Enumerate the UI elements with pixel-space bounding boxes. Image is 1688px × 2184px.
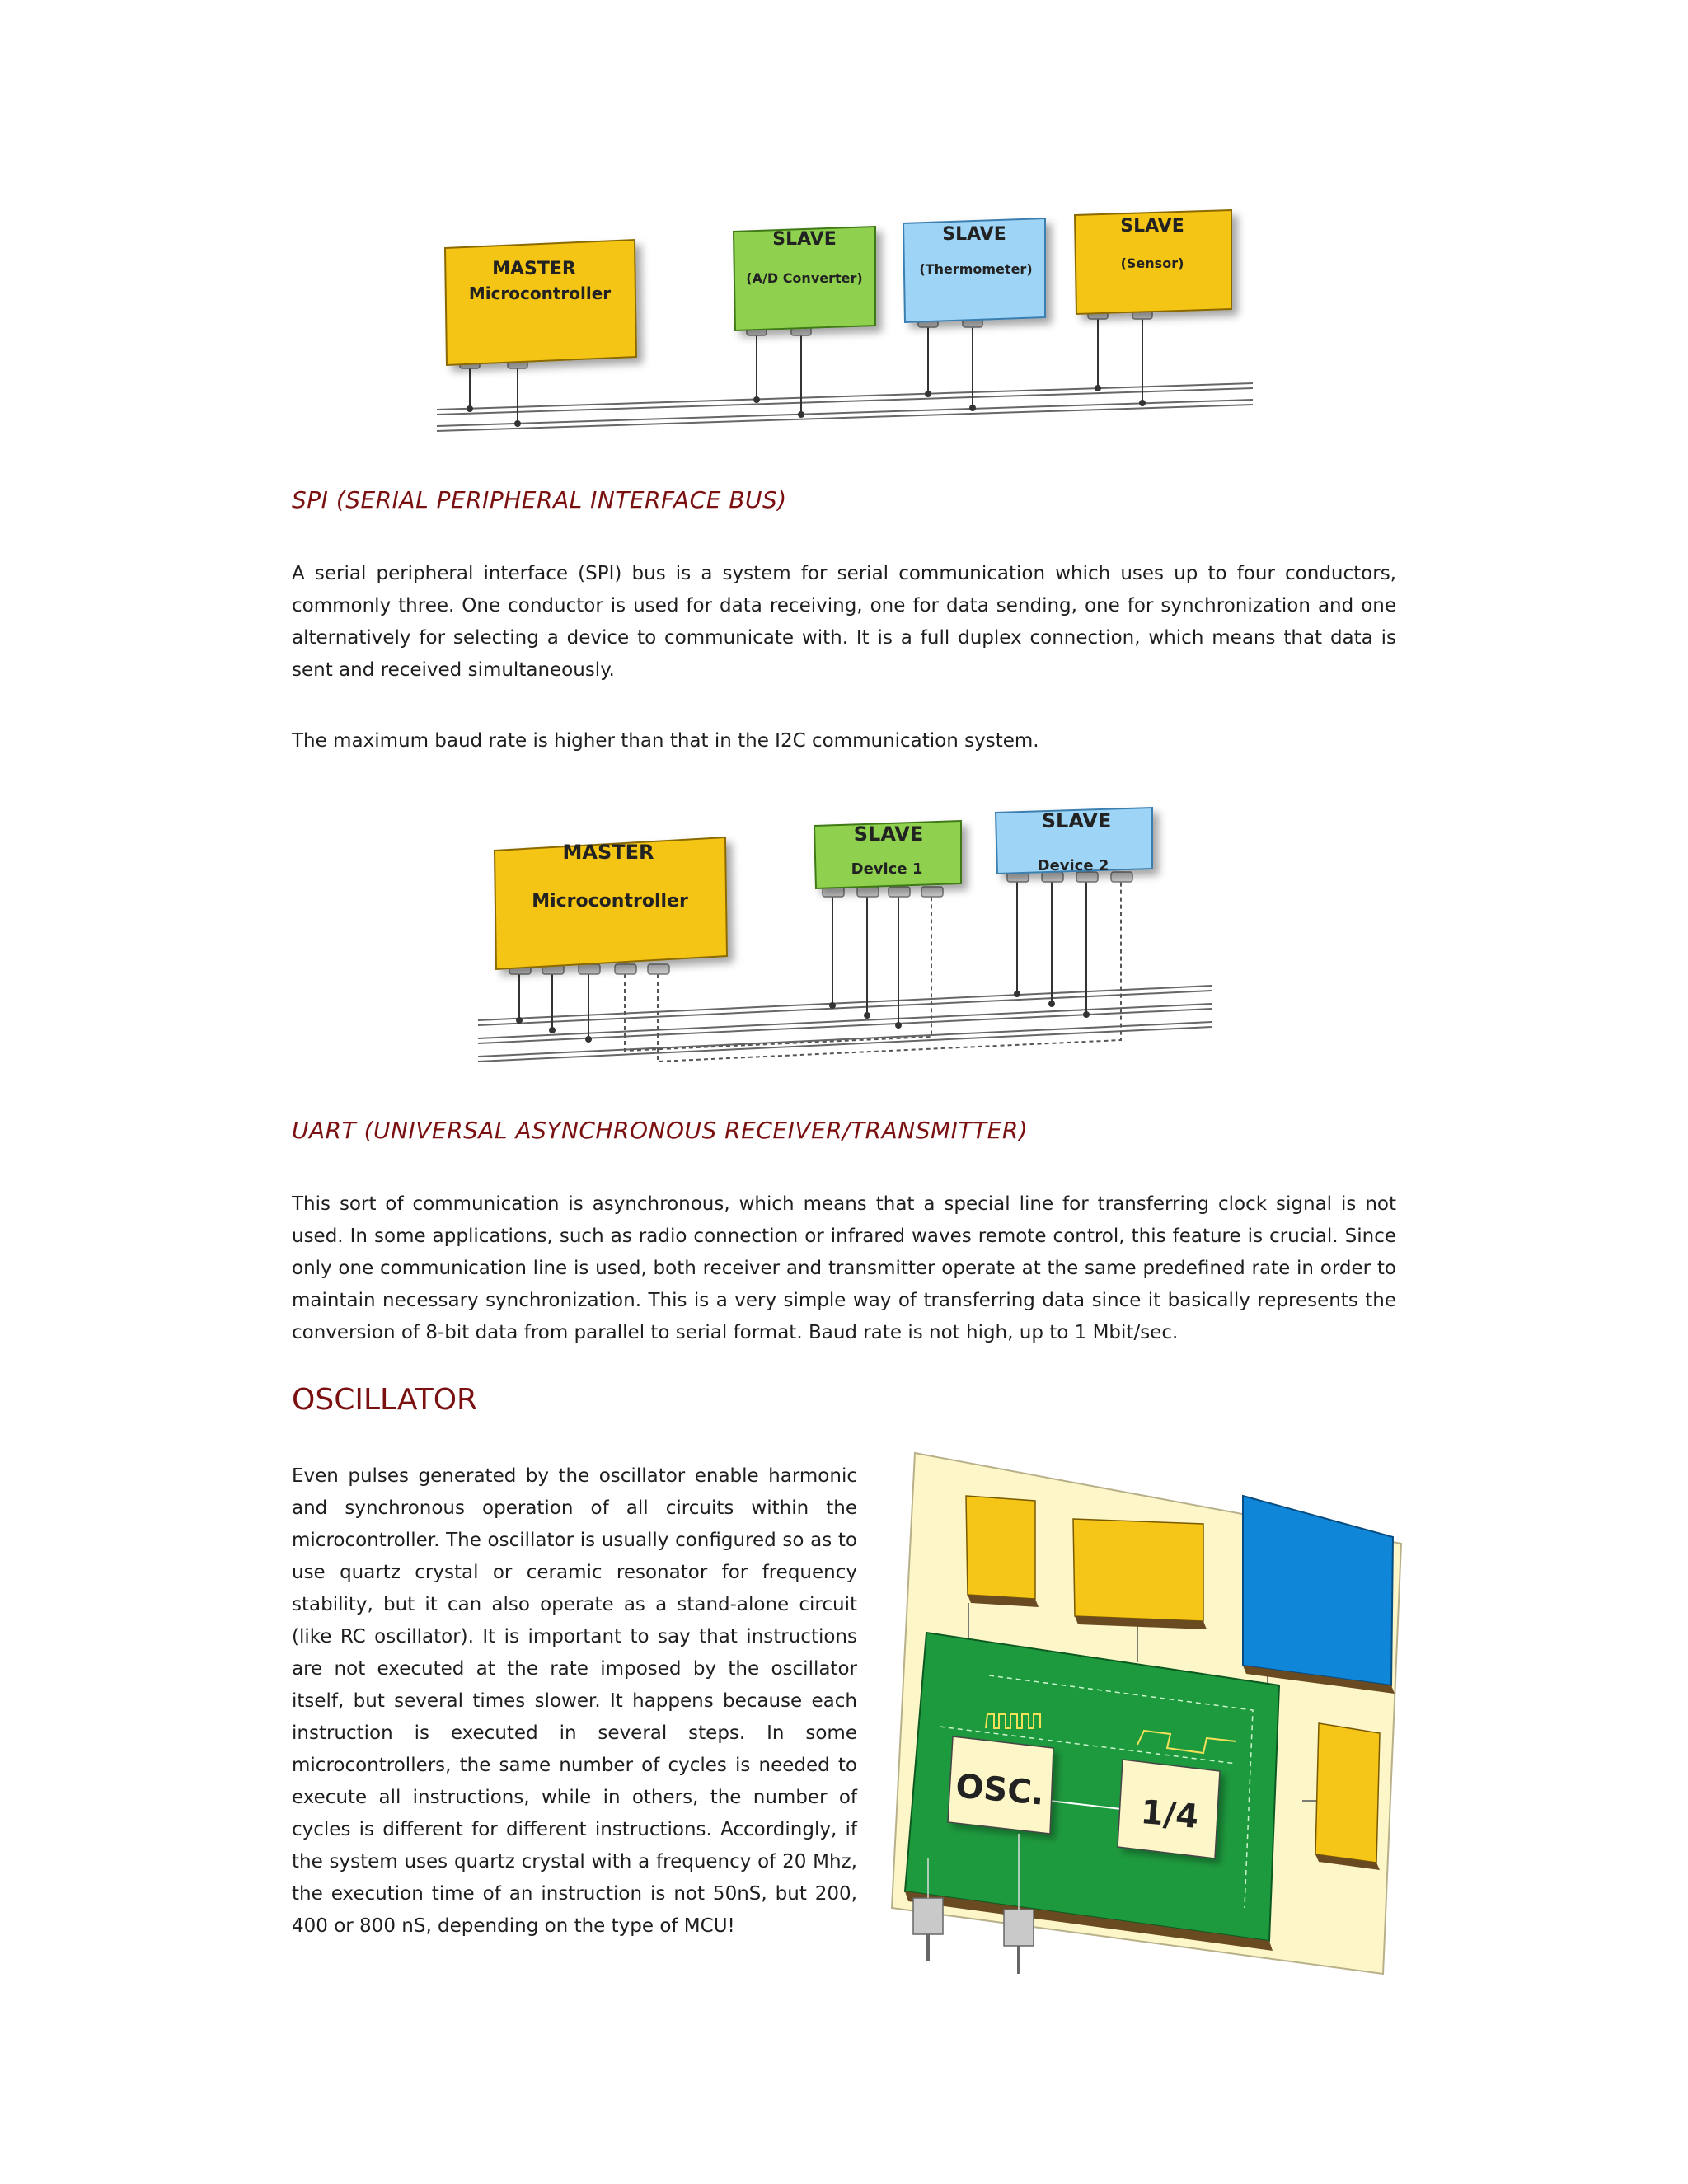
i2c-slave-adc-title: SLAVE (772, 229, 837, 250)
i2c-bus-lines (437, 383, 1253, 431)
osc-chip-middle (1073, 1519, 1207, 1629)
i2c-slave-thermo-subtitle: (Thermometer) (919, 261, 1033, 277)
spi-bus-diagram (470, 799, 1228, 1071)
spi-paragraph-1: A serial peripheral interface (SPI) bus is a system for serial communication which uses up to four conductors, commonly three. One conductor is used for data receiving, one for data sending, one for synchronization and one alternatively for selecting a device to communicate with. It is a full duplex connection, which means that data is sent and received simultaneously. (292, 563, 1396, 681)
uart-section-title: UART (UNIVERSAL ASYNCHRONOUS RECEIVER/TRANSMITTER) (292, 1117, 1029, 1144)
spi-paragraph-2: The maximum baud rate is higher than that in the I2C communication system. (292, 730, 1039, 752)
osc-chip-blue (1243, 1496, 1395, 1694)
i2c-slave-thermo-title: SLAVE (942, 224, 1006, 245)
spi-slave-device1-title: SLAVE (853, 823, 924, 846)
spi-slave-device2-title: SLAVE (1041, 809, 1112, 832)
spi-master-subtitle: Microcontroller (532, 891, 688, 912)
uart-paragraph: This sort of communication is asynchronous, which means that a special line for transferring clock signal is not used. In some applications, such as radio connection or infrared waves remote control, this feature is crucial. Since only one communication line is used, both receiver and transmitter operate at the same predefined rate in order to maintain necessary synchronization. This is a very simple way of transferring data since it basically represents the conversion of 8-bit data from parallel to serial format. Baud rate is not high, up to 1 Mbit/sec. (292, 1193, 1396, 1343)
osc-chip-left (966, 1496, 1039, 1607)
oscillator-heading: OSCILLATOR (292, 1383, 478, 1417)
spi-master-title: MASTER (562, 841, 654, 864)
i2c-slave-sensor-title: SLAVE (1120, 216, 1184, 237)
spi-slave-device2-subtitle: Device 2 (1037, 857, 1109, 874)
i2c-slave-sensor-subtitle: (Sensor) (1120, 255, 1184, 271)
spi-slave-device1-subtitle: Device 1 (851, 860, 923, 878)
osc-chip-right (1315, 1723, 1380, 1870)
oscillator-paragraph: Even pulses generated by the oscillator enable harmonic and synchronous operation of all circuits within the microcontroller. The oscillator is usually configured so as to use quartz crystal or ceramic resonator for frequency stability, but it can also operate as a stand-alone circuit (like RC oscillator). It is important to say that instructions are not executed at the rate imposed by the oscillator itself, but several times slower. It happens because each instruction is executed in several steps. In some microcontrollers, the same number of cycles is needed to execute all instructions, while in others, the number of cycles is different for different instructions. Accordingly, if the system uses quartz crystal with a frequency of 20 Mhz, the execution time of an instruction is not 50nS, but 200, 400 or 800 nS, depending on the type of MCU! (292, 1465, 857, 1937)
oscillator-diagram (890, 1446, 1418, 1982)
osc-label: OSC. (954, 1767, 1046, 1813)
i2c-master-subtitle: Microcontroller (468, 284, 612, 303)
divider-label: 1/4 (1139, 1793, 1201, 1837)
i2c-bus-diagram (412, 194, 1278, 441)
spi-section-title: SPI (SERIAL PERIPHERAL INTERFACE BUS) (292, 486, 787, 513)
i2c-slave-adc-subtitle: (A/D Converter) (746, 270, 863, 286)
i2c-master-title: MASTER (492, 259, 576, 279)
